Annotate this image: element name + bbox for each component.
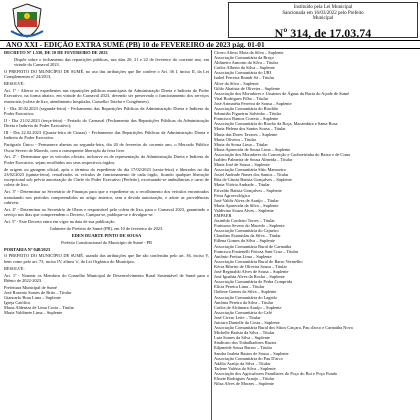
member-item: Antônia Pereira da Silva – Titular: [214, 299, 274, 305]
paragraph: Art. 2º - Determinar que os veículos oficiais, inclusive os de representação da Administração Direta e Indireta do Poder Executivo, sejam recolhidos aos seus respectivos órgãos.: [4, 154, 209, 165]
member-item: José Iguabás Alves da Rocha – Suplente: [214, 274, 285, 280]
member-item: Associação Comunitária Rural do Barro Vermelho: [214, 258, 303, 264]
member-item: Josinildo Cordeiro Torres – Titular: [214, 218, 275, 224]
member-item: Prefeitura Municipal de Sumé: [4, 284, 57, 290]
member-item: Claudino Estanislau da Silva – Titular: [214, 233, 281, 239]
member-item: Sandra Ioaleta Bastos de Sousa – Suplente: [214, 350, 289, 356]
member-item: Maria Aldeniza de Lima Costa – Titular: [4, 305, 74, 311]
member-item: Associação Comunitária do Riachão: [214, 106, 279, 112]
member-item: Edlena Gomes da Silva – Suplente: [214, 238, 275, 244]
paragraph: O PREFEITO DO MUNICÍPIO DE SUMÉ, usando das atribuições que lhe são conferidas pelo art. 36, inciso V, bem como pelo art. 73, inciso IV, alínea 'a', da Lei Orgânica do Município,: [4, 253, 209, 264]
member-item: Maria Vitória Andrade – Titular: [214, 182, 270, 188]
law-reference-line: Sancionada em 16/03/2022 pelo Prefeito: [282, 10, 364, 16]
paragraph: Dispõe sobre o fechamento das repartições públicas, nos dias 20, 21 e 22 de fevereiro do corrente ano, em virtude do Carnaval 2023.: [14, 56, 209, 68]
member-item: Maria Valdinete Lima – Suplente: [4, 310, 63, 316]
paragraph: Art. 3º - Determinar ao Secretário de Finanças para que o expediente ou o recolhimento dos veículos encontrados transitando nos períodos compreendidos no artigo anterior, sem a devida autorização, e adote as providências cabíveis.: [4, 189, 209, 205]
paragraph: PORTARIA Nº 048/2023: [4, 246, 51, 252]
member-item: Michelle Batista da Silva – Titular: [214, 330, 275, 336]
paragraph: Art. 4º - Determinar ao Secretário de Obras e responsável pela coleta de lixo, para o Carnaval 2023, garantindo o serviço nos dias que compreendem o Decreto, Cumpra-se, publique-se e divulgue-se.: [4, 206, 209, 218]
member-item: Erivaldo Batista Gonçalves – Suplente: [214, 187, 282, 193]
member-item: Nilza Alves de Moraes – Suplente: [214, 381, 274, 387]
law-reference-box: [228, 2, 418, 38]
member-item: Associação Comunitária do Cajueiro: [214, 228, 279, 234]
member-item: Edjaneide Sousa Barros – Titular: [214, 345, 273, 351]
member-item: Associação Comunitária Rural dos Sítios Caiçara, Pau d'arco e Carnaúba Nova: [214, 325, 353, 331]
member-item: Maria Aparecida de Sousa Lima – Suplente: [214, 146, 291, 152]
paragraph: II - Dia 21.02.2023 (terça-feira) - Feriado do Carnaval (Fechamento das Repartições Públicas da Administração Direta e Indireta do Poder Executivo);: [4, 117, 209, 129]
member-item: EMPAER: [214, 213, 232, 218]
member-item: Antônio Freitas Lima – Suplente: [214, 253, 272, 259]
law-reference-line: Instituído pela Lei Municipal: [293, 5, 353, 10]
right-column: [214, 50, 418, 420]
member-item: Aldineiro Amorim da Silva – Titular: [214, 60, 279, 66]
member-item: Associação dos Moradores do Conceição e Cachoeirinha do Baixo e de Cima: [214, 151, 350, 157]
member-item: Maria das Dores Tavares – Suplente: [214, 131, 278, 137]
member-item: Ozilene Gomes da Silva – Suplente: [214, 289, 277, 295]
member-item: José Rosenio Soares de Brito – Titular: [4, 289, 72, 295]
member-item: Gildo Abatista de Oliveira – Suplente: [214, 85, 280, 91]
member-item: Feira Agroecológica: [214, 192, 250, 198]
member-item: Maria Aparecida da Silva – Suplente: [214, 202, 279, 208]
member-item: Cícero Aliexs Mota da Silva – Suplente: [214, 50, 284, 55]
member-item: Josiel Andrade Nunes dos Santos – Titular: [214, 172, 289, 178]
member-item: Igreja Católica: [4, 300, 30, 306]
paragraph: DECRETO Nº 1.530, DE 10 DE FEVEREIRO DE 2023: [4, 50, 108, 55]
law-number: Nº 314, de 17.03.74: [274, 25, 372, 40]
member-item: Associação Comunitária do Riacho da Roça, Macambira e Santa Rosa: [214, 121, 338, 127]
column-divider: [211, 50, 212, 420]
paragraph: Gabinete do Prefeito de Sumé (PB), em 10 de fevereiro de 2023.: [49, 225, 164, 231]
member-item: Juiciara Danielle da Costa – Suplente: [214, 319, 280, 325]
paragraph: Art. 1º - Nomear os Membros do Conselho Municipal de Desenvolvimento Rural Sustentável de Sumé para o Biênio de 2022-2023.: [4, 272, 209, 283]
municipal-crest-icon: [8, 1, 46, 39]
member-item: Sebastião Figueiras Salvinho – Titular: [214, 111, 282, 117]
member-item: Valdivino Souza Alves – Suplente: [214, 207, 274, 213]
member-item: Alice da Silva – Suplente: [214, 80, 259, 86]
member-item: Associação Comunitária de Pedra Comprida: [214, 279, 293, 285]
member-item: Luiz Soares da Silva – Suplente: [214, 335, 270, 341]
paragraph: Prefeito Constitucional do Município de Sumé - PB: [61, 239, 152, 245]
member-item: Tarlene Valéria da Silva – Suplente: [214, 365, 276, 371]
member-item: Associação Comunitária do URI: [214, 70, 272, 76]
paragraph: Parágrafo Único - Permanece abertas no segunda-feira, dia 20 de fevereiro do corrente ano, o Mercado Público Oscar Severo de Macedo, com a consequente liberação da feira livre.: [4, 142, 209, 153]
member-item: Elisete Rodrigues Araújo – Titular: [214, 376, 275, 381]
member-list: [214, 50, 418, 386]
law-reference-line: Municipal: [312, 16, 334, 21]
member-item: Francisco Ramos Correia – Suplente: [214, 116, 279, 122]
member-item: Adálio Araújo da Silva – Titular: [214, 360, 271, 366]
member-item: Kécia Ribeiro de Oliveira Sousa – Titular: [214, 263, 287, 269]
paragraph: I - Dia 20.02.2023 (segunda-feira) - Fechamento das Repartições Públicas da Administração Direta e Indireta do Poder Executivo;: [4, 105, 209, 116]
member-item: Giancarlo Brau Luna – Suplente: [4, 294, 61, 300]
paragraph: Art. 1º - Alterar os expedientes nas repartições públicas municipais da Administração Direta e Indireta do Poder Executivo, na forma abaixo, em virtude do Carnaval 2023, devendo ser preservado o funcionamento dos serviços essenciais (coleta de lixo, atendimento hospitalar, Conselho Tutelar e Congêneres).: [4, 88, 209, 104]
member-list: [4, 285, 209, 316]
member-item: Isabel Ferreira Brandi Sá – Titular: [214, 75, 275, 81]
member-item: Carlos Alberto da Silva – Suplente: [214, 65, 275, 71]
paragraph: EDEN DUARTE PINTO DE SOUSA: [71, 232, 142, 238]
paragraph: O PREFEITO DO MUNICÍPIO DE SUMÉ, no uso das atribuições que lhe confere o Art. 36 I, inciso II, da Lei Complementar nº 24/2013,: [4, 69, 209, 80]
member-item: Vital Rodrigues Filho – Titular: [214, 95, 269, 101]
member-item: José Reginaldo Alves de Sousa – Suplente: [214, 269, 289, 275]
member-item: Rita de Cássia Batista Gonçalves – Suplente: [214, 177, 292, 183]
member-item: Associação Comunitária do Café: [214, 309, 272, 315]
member-item: Associação Comunitária do Lagedo: [214, 294, 277, 300]
member-item: José Arimatéia Ferreira de Sousa – Suplente: [214, 100, 292, 106]
member-item: Carlos de Alcântara Araújo – Suplente: [214, 304, 282, 310]
member-item: Maria Helena dos Santos Sousa – Titular: [214, 126, 286, 132]
member-item: Isaldeo Palmeira de Sousa Almeida – Titular: [214, 156, 293, 162]
member-item: Associação Comunitária Sítio Mamoeiro: [214, 167, 286, 173]
paragraph: Art. 5º - Este Decreto entra em vigor na data de sua publicação.: [4, 219, 116, 225]
member-item: Associação dos Agricultores Familiares do Poço do Boi e Poço Fundo: [214, 370, 338, 376]
paragraph: RESOLVE:: [4, 81, 25, 87]
paragraph: de origem ou garagem oficial, após o término do expediente do dia 17/02/2023 (sexta-feira) e liberados no dia 23/02/2023 (quinta-feira), ressalvados os veículos de funcionamento de cada órgão, ficando qualquer liberação excepcional sob prévia autorização do Chefe do Poder Executivo (Prefeito), excetuando-se ambulâncias e carro de coleta de lixo.: [4, 166, 209, 188]
member-item: Elicia Pereira Lima – Titular: [214, 284, 265, 290]
member-item: Maria da Sousa Lima – Titular: [214, 141, 268, 147]
member-item: Maria José de Sousa – Suplente: [214, 162, 270, 168]
paragraph: RESOLVE:: [4, 265, 25, 271]
member-item: Associação Comunitária Rural de Carnaúba: [214, 243, 292, 249]
paragraph: III - Dia 22.02.2023 (Quarta-feira de Cinzas) - Fechamento das Repartições Públicas da Administração Direta e Indireta do Poder Executivo.: [4, 130, 209, 141]
member-item: José Valdir Alves de Araújo – Titular: [214, 197, 279, 203]
member-item: Fruttuoso Severo do Macedo – Suplente: [214, 223, 285, 229]
member-item: Associação Comunitária do Pau D'arco: [214, 355, 283, 361]
member-item: Associação Comunitária da Braço: [214, 55, 274, 61]
newspaper-header: [0, 0, 420, 40]
member-item: Associação dos Moradores e Usuários de Águas da Bacia do Açude de Sumé: [214, 90, 350, 96]
member-item: Sindicato dos Trabalhadores Rurais: [214, 340, 277, 346]
member-item: José Cícero Leite – Titular: [214, 314, 261, 320]
left-column: [4, 50, 209, 420]
member-item: Francisca Fontenelli Feitosa Sant Cruz – Titular: [214, 248, 299, 254]
edition-bar: ANO XXI - EDIÇÃO EXTRA SUMÉ (PB) 10 de FEVEREIRO de 2023 pág. 01-01: [0, 40, 420, 49]
member-item: Maria Oliveira – Titular: [214, 136, 257, 142]
